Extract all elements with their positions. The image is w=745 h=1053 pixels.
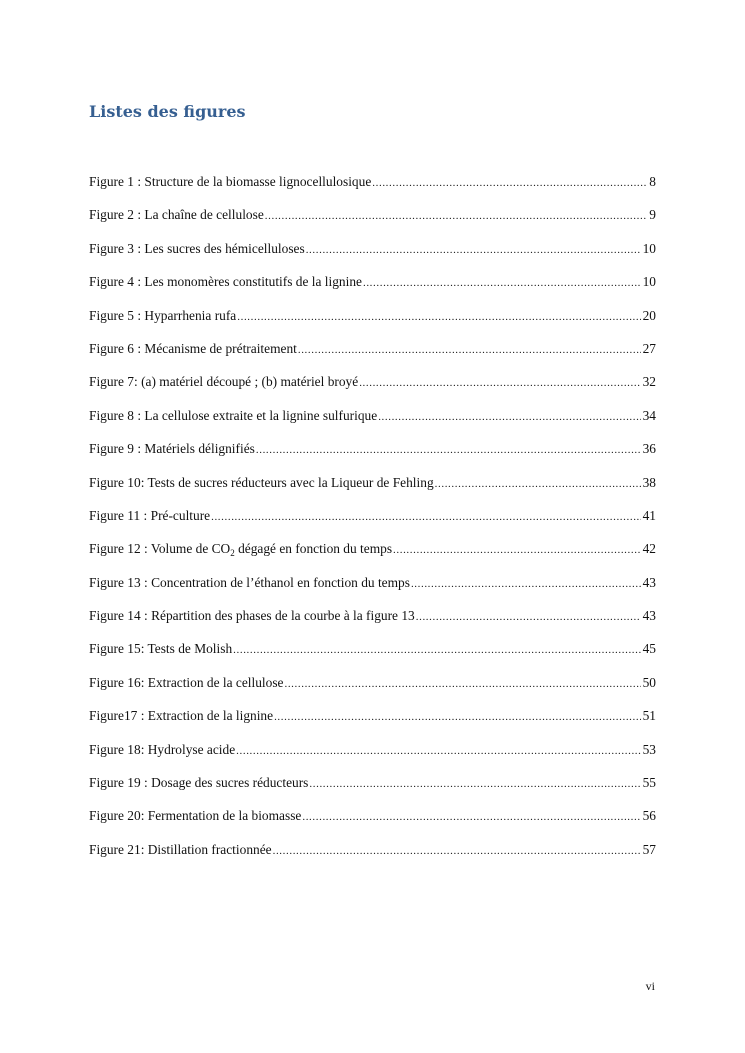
dot-leader [298,340,641,360]
dot-leader [435,474,641,494]
dot-leader [273,841,641,861]
dot-leader [309,774,640,794]
dot-leader [416,607,641,627]
toc-entry-page: 53 [642,741,656,757]
toc-entry-page: 45 [642,641,656,657]
toc-entry-page: 36 [642,441,656,457]
toc-entry-label-part: dégagé en fonction du temps [234,541,393,557]
toc-entry-label: Figure 8 : La cellulose extraite et la lignine sulfurique [89,407,378,423]
dot-leader [411,574,641,594]
dot-leader [302,807,640,827]
toc-entry-label [89,539,392,559]
toc-entry[interactable] [89,840,656,873]
dot-leader [363,273,641,293]
toc-entry-page: 56 [642,808,656,824]
dot-leader [359,373,640,393]
toc-entry[interactable] [89,740,656,773]
toc-entry[interactable] [89,339,656,372]
toc-entry[interactable] [89,806,656,839]
toc-entry[interactable] [89,773,656,806]
toc-entry-label: Figure17 : Extraction de la lignine [89,708,274,724]
toc-entry-label-part: Figure 12 : Volume de CO [89,541,231,557]
dot-leader [233,640,640,660]
toc-entry[interactable] [89,506,656,539]
toc-entry-label: Figure 18: Hydrolyse acide [89,741,236,757]
toc-entry[interactable] [89,205,656,238]
toc-entry-page: 20 [642,307,656,323]
toc-entry-page: 10 [642,274,656,290]
toc-entry-label: Figure 5 : Hyparrhenia rufa [89,307,237,323]
toc-entry[interactable] [89,439,656,472]
toc-entry[interactable] [89,673,656,706]
toc-entry-page: 51 [642,708,656,724]
dot-leader [237,307,640,327]
toc-entry-label: Figure 4 : Les monomères constitutifs de la lignine [89,274,362,290]
toc-entry-label: Figure 11 : Pré-culture [89,507,211,523]
toc-entry[interactable] [89,272,656,305]
toc-entry[interactable] [89,706,656,739]
toc-entry-label: Figure 6 : Mécanisme de prétraitement [89,340,297,356]
dot-leader [274,707,641,727]
toc-entry-page: 8 [649,174,656,189]
toc-entry-page: 9 [649,207,656,223]
toc-entry[interactable] [89,573,656,606]
toc-entry-label: Figure 19 : Dosage des sucres réducteurs [89,775,309,791]
toc-entry-label: Figure 13 : Concentration de l’éthanol en fonction du temps [89,574,410,590]
dot-leader [372,173,647,193]
dot-leader [393,540,641,560]
toc-entry-page: 50 [642,674,656,690]
toc-entry-page: 55 [642,775,656,791]
toc-entry-label: Figure 10: Tests de sucres réducteurs avec la Liqueur de Fehling [89,474,434,490]
toc-entry-label: Figure 21: Distillation fractionnée [89,841,272,857]
toc-entry[interactable] [89,539,656,572]
toc-entry-label: Figure 15: Tests de Molish [89,641,233,657]
toc-entry-label: Figure 9 : Matériels délignifiés [89,441,255,457]
page-title: Listes des figures [89,102,246,121]
toc-entry-page: 57 [642,841,656,857]
toc-entry-page: 41 [642,507,656,523]
toc-entry[interactable] [89,639,656,672]
toc-entry-page: 43 [642,574,656,590]
toc-entry-label: Figure 14 : Répartition des phases de la courbe à la figure 13 [89,608,415,624]
dot-leader [284,674,640,694]
toc-entry[interactable] [89,473,656,506]
toc-entry-page: 43 [642,608,656,624]
page-number: vi [645,979,655,993]
toc-entry-page: 27 [642,340,656,356]
toc-entry[interactable] [89,406,656,439]
figure-list [89,172,656,873]
dot-leader [306,240,641,260]
toc-entry[interactable] [89,172,656,205]
toc-entry[interactable] [89,606,656,639]
dot-leader [378,407,640,427]
toc-entry[interactable] [89,239,656,272]
toc-entry-label: Figure 16: Extraction de la cellulose [89,674,284,690]
dot-leader [256,440,641,460]
dot-leader [265,206,648,226]
toc-entry[interactable] [89,306,656,339]
toc-entry-label: Figure 1 : Structure de la biomasse lignocellulosique [89,174,372,189]
toc-entry-label: Figure 20: Fermentation de la biomasse [89,808,302,824]
toc-entry-label: Figure 7: (a) matériel découpé ; (b) matériel broyé [89,374,359,390]
dot-leader [236,741,640,761]
subscript: 2 [230,548,235,559]
toc-entry-label: Figure 3 : Les sucres des hémicelluloses [89,240,305,256]
toc-entry-page: 38 [642,474,656,490]
toc-entry-page: 42 [642,541,656,557]
dot-leader [211,507,641,527]
toc-entry-label: Figure 2 : La chaîne de cellulose [89,207,264,223]
toc-entry[interactable] [89,372,656,405]
toc-entry-page: 32 [642,374,656,390]
toc-entry-page: 34 [642,407,656,423]
toc-entry-page: 10 [642,240,656,256]
